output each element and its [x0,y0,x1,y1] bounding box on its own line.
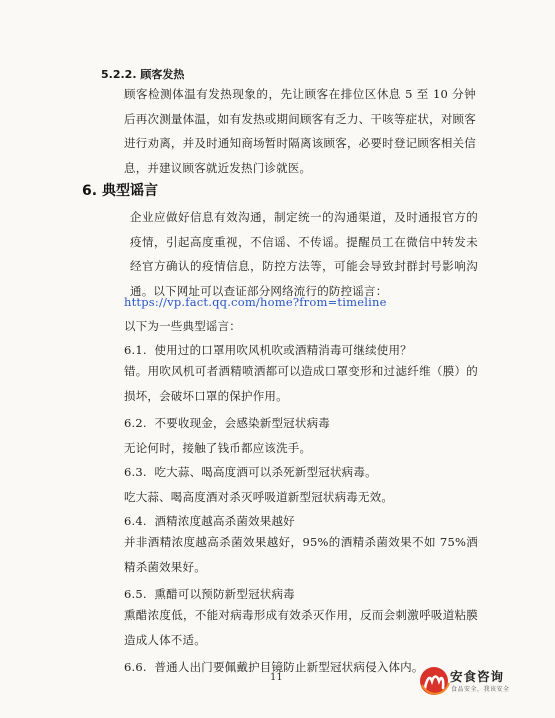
section-title [82,180,158,200]
rumor-answer-text: 无论何时，接触了钱币都应该洗手。 [124,441,312,455]
logo-name: 安食咨询 [450,669,505,684]
rumor-claim-text: 使用过的口罩用吹风机吹或酒精消毒可继续使用？ [154,343,412,357]
rumor-number: 6.3. [124,465,147,479]
page-number: 11 [270,672,283,683]
rumor-answer [106,530,478,579]
rumor-number: 6.1. [124,343,147,357]
rumor-claim [124,464,377,480]
subsection-body-text: 顾客检测体温有发热现象的，先让顾客在排位区休息 5 至 10 分钟后再次测量体温，如有发热或期间顾客有乏力、干咳等症状，对顾客进行劝离，并及时通知商场暂时隔离该顾客，必要时登记顾客相关信息，并建议顾客就近发热门诊就医。 [124,87,476,175]
rumor-claim [124,513,295,529]
rumor-claim [124,415,330,431]
section-number: 6. [82,183,98,199]
rumor-claim-text: 吃大蒜、喝高度酒可以杀死新型冠状病毒。 [154,465,377,479]
rumor-answer-text: 错。用吹风机可者酒精喷洒都可以造成口罩变形和过滤纤维（膜）的损坏，会破坏口罩的保护作用。 [124,364,478,403]
rumor-claim-text: 熏醋可以预防新型冠状病毒 [154,587,295,601]
rumor-answer-text: 并非酒精浓度越高杀菌效果越好，95%的酒精杀菌效果不如 75%酒精杀菌效果好。 [124,535,478,574]
rumor-answer-text: 吃大蒜、喝高度酒对杀灭呼吸道新型冠状病毒无效。 [124,490,394,504]
rumor-claim [124,342,412,358]
rumor-number: 6.2. [124,416,147,430]
rumor-answer-text: 熏醋浓度低，不能对病毒形成有效杀灭作用，反而会刺激呼吸道粘膜造成人体不适。 [124,608,478,647]
section-intro-text: 企业应做好信息有效沟通，制定统一的沟通渠道，及时通报官方的疫情，引起高度重视，不信谣、不传谣。提醒员工在微信中转发未经官方确认的疫情信息，防控方法等，可能会导致封群封号影响沟通。以下网址可以查证部分网络流行的防控谣言： [130,210,478,298]
rumor-number: 6.4. [124,514,147,528]
rumor-answer [106,603,478,652]
rumor-check-link[interactable]: https://vp.fact.qq.com/home?from=timeline [124,295,387,309]
rumor-claim-text: 普通人出门要佩戴护目镜防止新型冠状病侵入体内。 [154,660,424,674]
section-title-text: 典型谣言 [102,183,158,199]
rumor-number: 6.6. [124,660,147,674]
subsection-title: 5.2.2. 顾客发热 [101,68,185,81]
logo-slogan: 食品安全，我该安全 [451,686,510,693]
subsection-body [101,82,476,180]
rumor-number: 6.5. [124,587,147,601]
rumor-claim-text: 不要收现金，会感染新型冠状病毒 [154,416,330,430]
section-intro [106,205,478,303]
rumor-answer [106,359,478,408]
rumor-claim [124,586,295,602]
rumor-claim-text: 酒精浓度越高杀菌效果越好 [154,514,295,528]
rumor-list-lead: 以下为一些典型谣言： [124,319,241,333]
